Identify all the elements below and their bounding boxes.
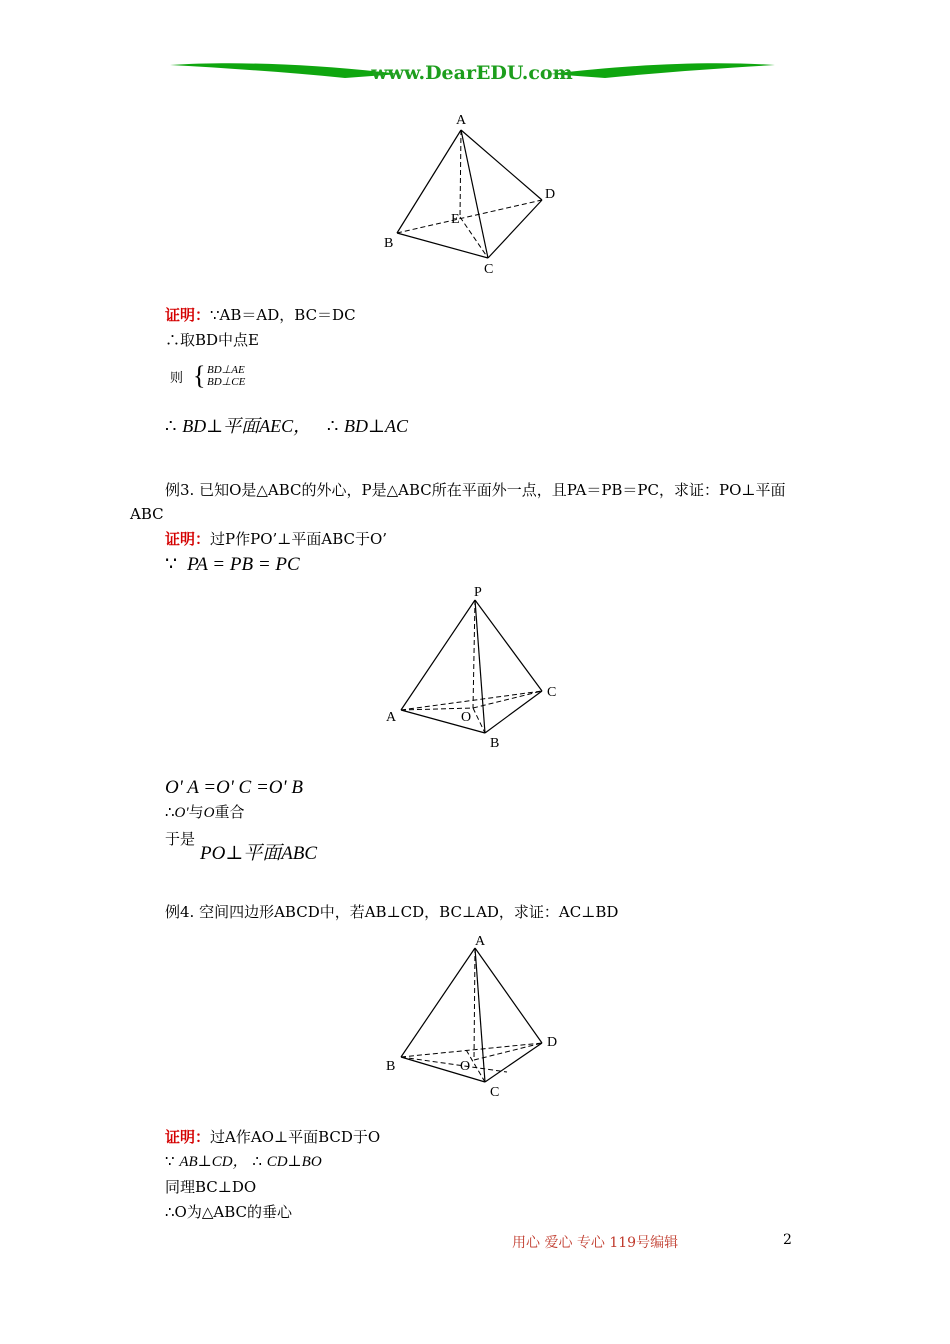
proof-label: 证明： <box>165 1128 211 1146</box>
ex3-construction: 过P作PO’⊥平面ABC于O’ <box>210 530 388 548</box>
fig1-label-A: A <box>456 113 467 128</box>
fig2-label-O: O <box>461 710 472 725</box>
left-green-swoosh <box>170 63 400 78</box>
fig3-label-A: A <box>475 934 486 949</box>
conclusion-2: BD⊥AC <box>344 416 408 436</box>
o-prime: O' <box>174 805 189 821</box>
proof-label: 证明： <box>165 306 211 324</box>
ex3-coincide <box>165 802 244 823</box>
therefore-symbol: ∴ <box>165 803 175 821</box>
ex3-thus: 于是 <box>165 830 196 848</box>
ex4-construction: 过A作AO⊥平面BCD于O <box>210 1128 381 1146</box>
conclusion-1: BD⊥平面AEC， <box>182 416 312 436</box>
header-banner <box>165 52 780 92</box>
fig1-label-D: D <box>545 187 556 202</box>
fig3-label-O: O <box>460 1059 471 1074</box>
ex3-conclusion: PO⊥平面ABC <box>200 843 318 864</box>
equal-lengths: PA = PB = PC <box>187 554 300 575</box>
page-number: 2 <box>783 1232 792 1248</box>
ex4-proof-line1 <box>165 1127 380 1147</box>
fig1-label-E: E <box>451 212 460 227</box>
o-point: O <box>203 805 215 821</box>
ex3-statement: 例3. 已知O是△ABC的外心，P是△ABC所在平面外一点，且PA＝PB＝PC，求证：PO⊥平面 <box>165 481 786 499</box>
figure-pyramid-2 <box>375 580 575 755</box>
and-word: 与 <box>188 803 204 821</box>
site-name: www.DearEDU.com <box>371 62 573 84</box>
ex4-line4: ∴O为△ABC的垂心 <box>165 1203 292 1221</box>
fig3-label-B: B <box>386 1059 396 1074</box>
given-perp: AB⊥CD， <box>179 1154 248 1170</box>
system-eq2: BD⊥CE <box>207 376 246 388</box>
derived-perp: CD⊥BO <box>266 1154 322 1170</box>
system-eq1: BD⊥AE <box>207 364 245 376</box>
ex3-equal-distances: O' A =O' C =O' B <box>165 777 303 798</box>
ex4-statement: 例4. 空间四边形ABCD中，若AB⊥CD，BC⊥AD，求证：AC⊥BD <box>165 903 619 921</box>
coincide-word: 重合 <box>214 803 245 821</box>
therefore-symbol: ∴ <box>252 1152 262 1170</box>
footer-text: 用心 爱心 专心 119号编辑 <box>512 1235 679 1251</box>
therefore-symbol: ∴ <box>165 416 177 437</box>
then-label: 则 <box>170 371 184 386</box>
fig2-label-B: B <box>490 736 500 751</box>
figure-tetrahedron-3 <box>375 930 575 1105</box>
figure-tetrahedron-1 <box>370 105 570 285</box>
fig1-label-C: C <box>484 262 494 277</box>
ex4-line3: 同理BC⊥DO <box>165 1178 257 1196</box>
proof-label: 证明： <box>165 530 211 548</box>
fig1-label-B: B <box>384 236 394 251</box>
ex4-line2 <box>165 1151 322 1172</box>
proof1-conclusion <box>165 415 408 438</box>
fig2-label-A: A <box>386 710 397 725</box>
fig3-label-D: D <box>547 1035 558 1050</box>
ex3-proof-line1 <box>165 529 387 549</box>
fig3-label-C: C <box>490 1085 500 1100</box>
proof1-line1 <box>165 305 356 325</box>
proof1-line2: ∴取BD中点E <box>165 331 259 349</box>
ex3-because <box>165 552 300 577</box>
right-green-swoosh <box>550 63 775 78</box>
fig2-label-C: C <box>547 685 557 700</box>
because-symbol: ∵ <box>165 553 178 575</box>
therefore-symbol-2: ∴ <box>326 416 339 437</box>
fig2-label-P: P <box>474 585 482 600</box>
because-symbol: ∵ <box>165 1152 175 1170</box>
left-brace: { <box>193 361 206 390</box>
proof1-premise: ∵AB＝AD，BC＝DC <box>210 306 356 324</box>
ex3-statement-cont: ABC <box>130 505 164 523</box>
